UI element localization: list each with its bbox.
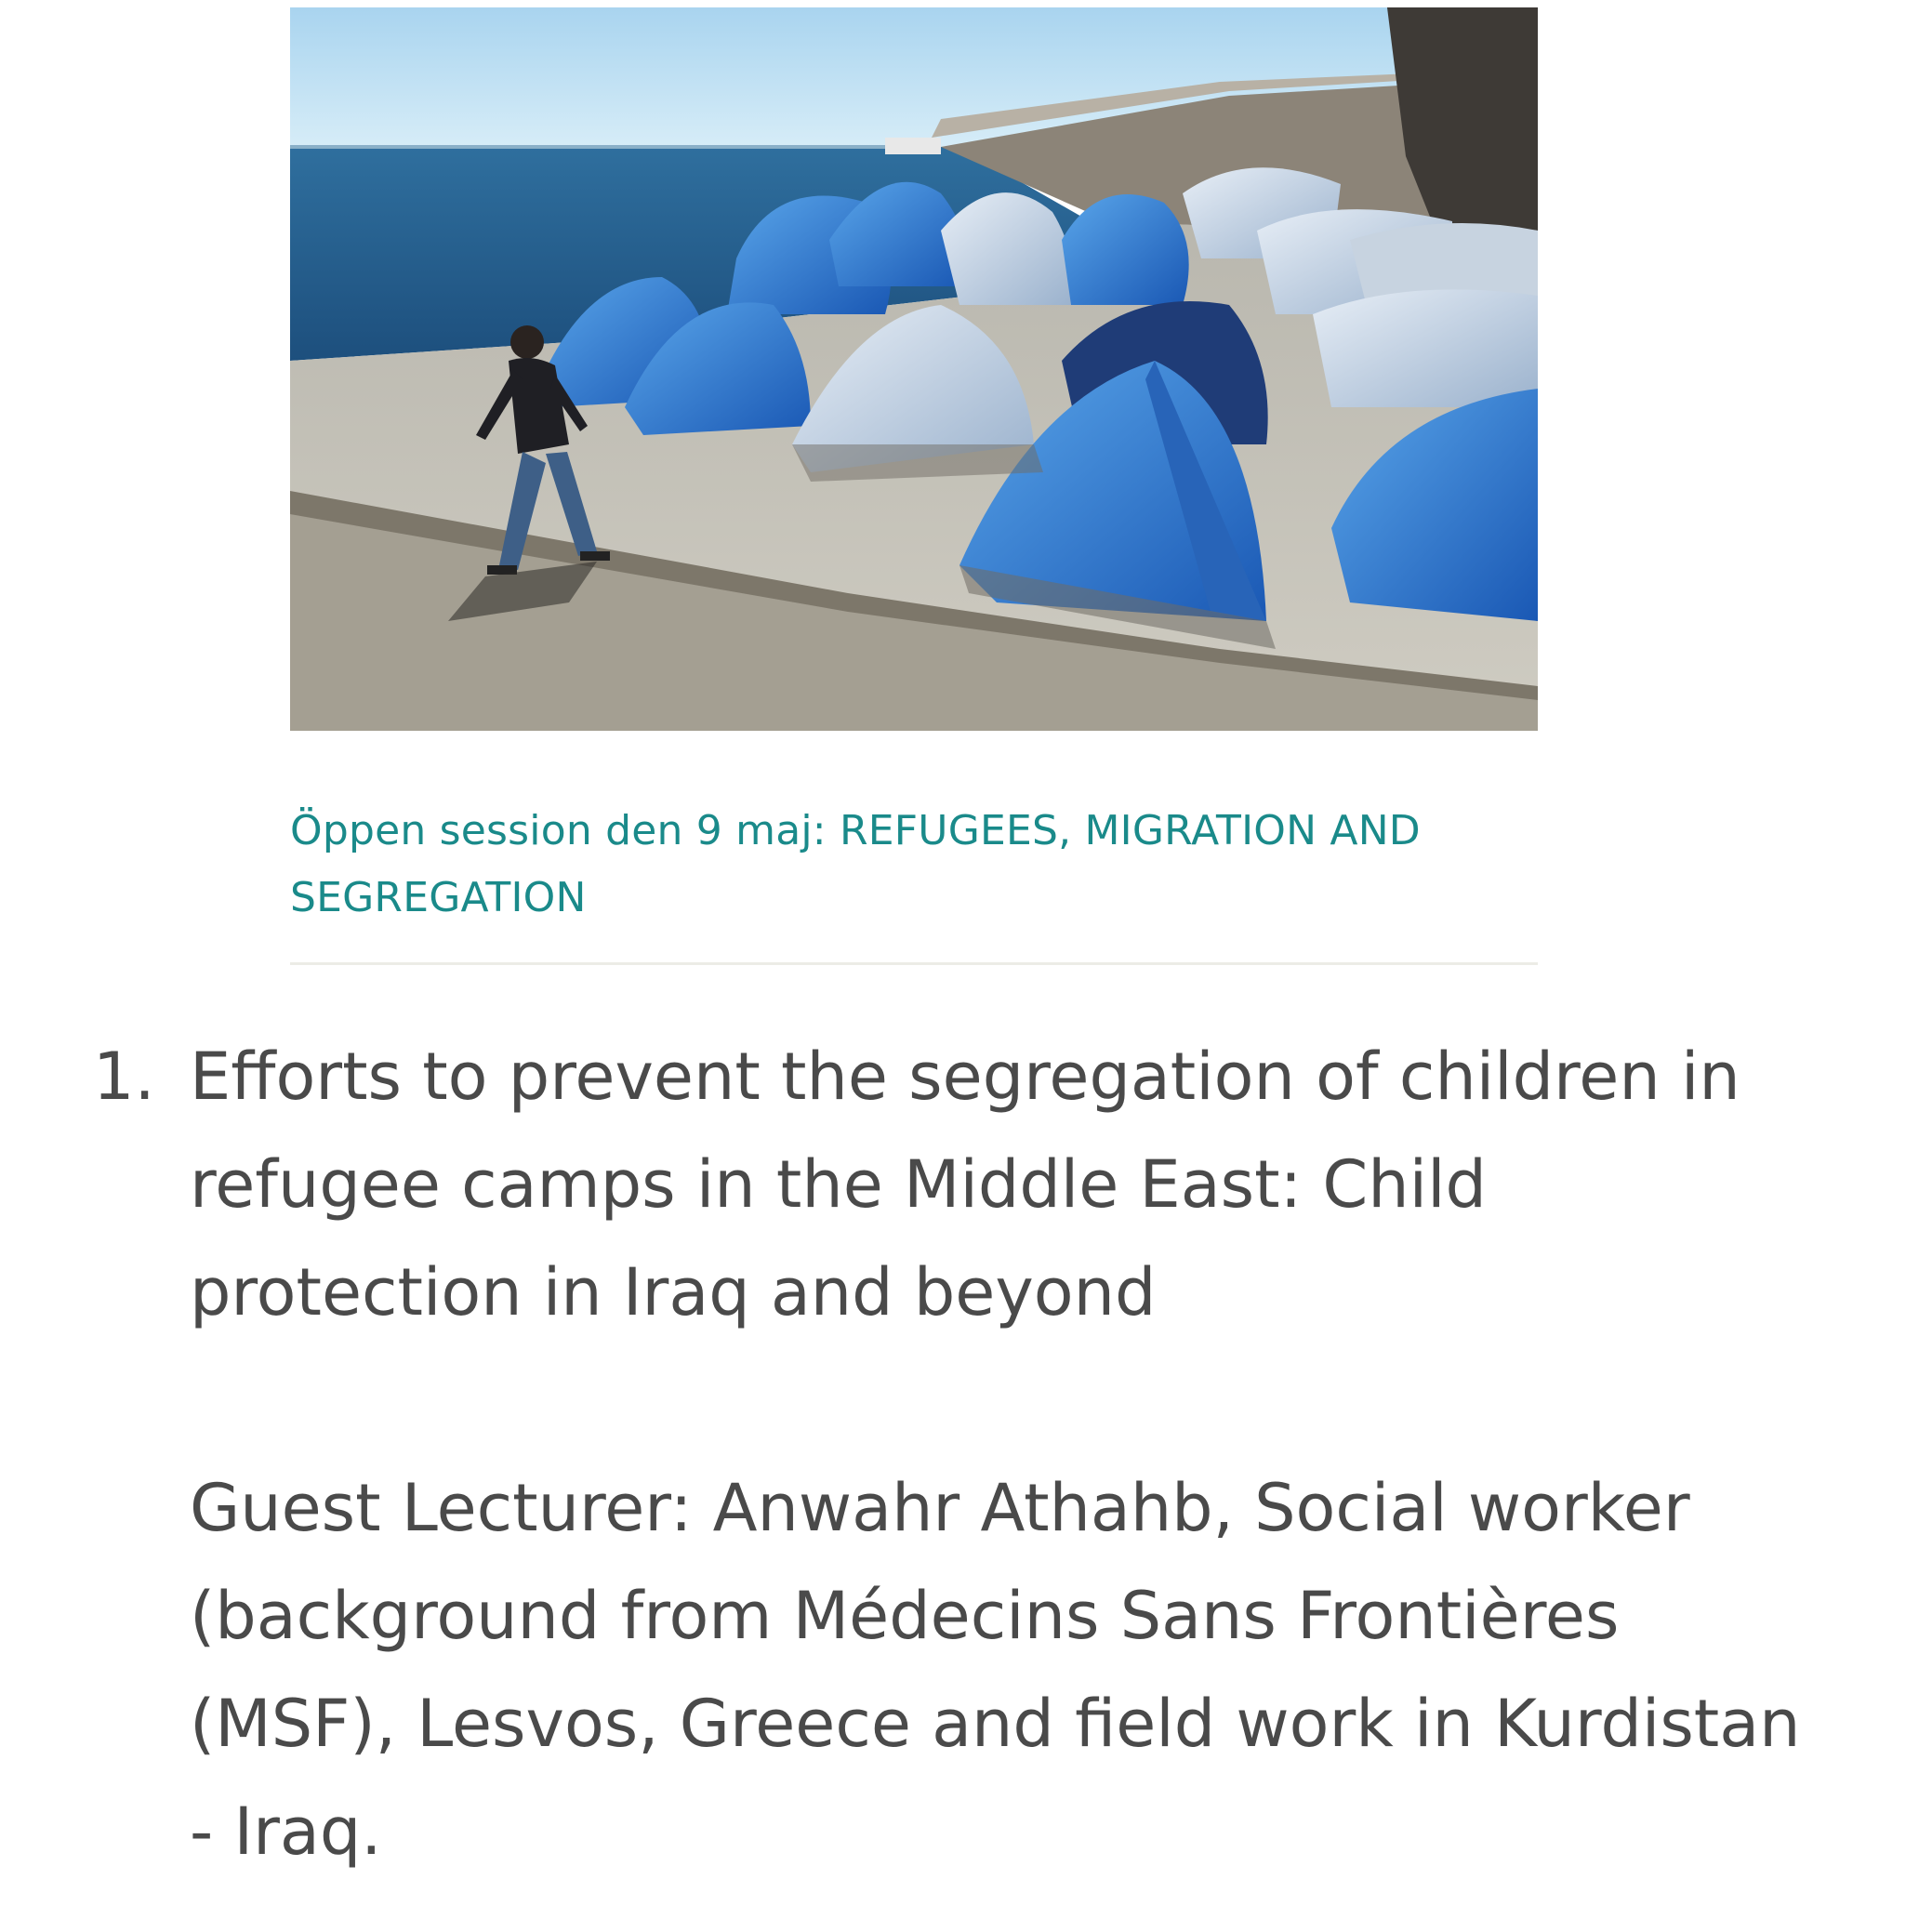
refugee-camp-photo — [290, 7, 1538, 731]
lecture-title: Efforts to prevent the segregation of children in refugee camps in the Middle East: Child protection in Iraq and beyond — [190, 1039, 1740, 1330]
image-caption: Öppen session den 9 maj: REFUGEES, MIGRATION AND SEGREGATION — [290, 807, 1421, 921]
divider — [290, 962, 1538, 965]
guest-lecturer-text: Guest Lecturer: Anwahr Athahb, Social worker (background from Médecins Sans Frontières (MSF), Lesvos, Greece and field work in Kurdistan - Iraq. — [190, 1470, 1801, 1870]
list-item — [0, 1023, 1932, 1886]
session-list — [0, 1023, 1932, 1886]
list-marker: 1. — [93, 1039, 155, 1115]
